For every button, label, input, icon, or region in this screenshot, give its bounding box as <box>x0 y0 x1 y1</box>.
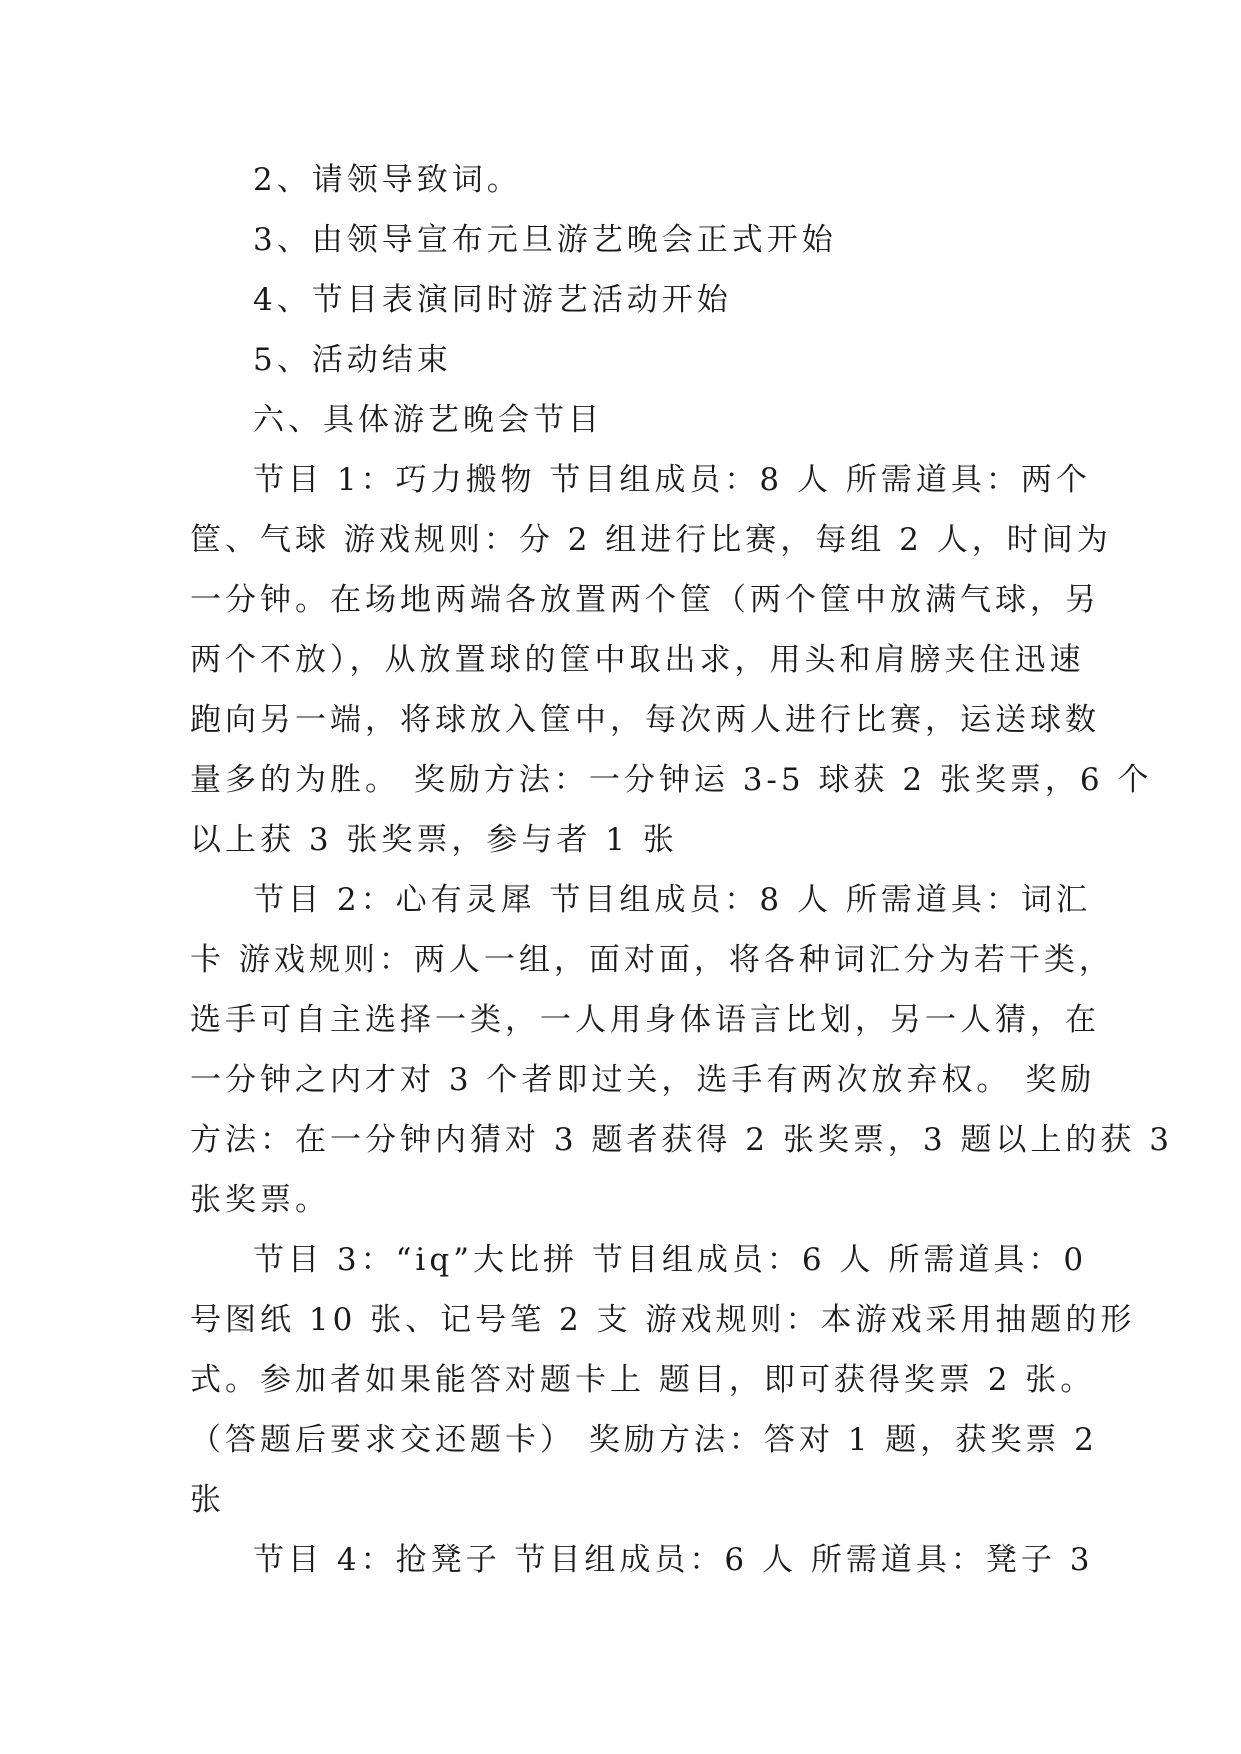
step-list <box>190 150 1052 450</box>
program-2-paragraph <box>190 870 1174 1230</box>
paragraph-line: 一分钟之内才对 3 个者即过关，选手有两次放弃权。 奖励 <box>190 1062 1096 1098</box>
paragraph-line: 一分钟。在场地两端各放置两个筐（两个筐中放满气球，另 <box>190 582 1100 618</box>
program-1-paragraph <box>190 450 1153 870</box>
paragraph-line: 式。参加者如果能答对题卡上 题目，即可获得奖票 2 张。 <box>190 1362 1096 1398</box>
paragraph-line: 两个不放），从放置球的筐中取出求，用头和肩膀夹住迅速 <box>190 642 1085 678</box>
paragraph-line: 方法：在一分钟内猜对 3 题者获得 2 张奖票，3 题以上的获 3 <box>190 1122 1174 1158</box>
paragraph-line: 节目 4：抢凳子 节目组成员：6 人 所需道具：凳子 3 <box>253 1542 1094 1578</box>
paragraph-line: 张 <box>190 1482 225 1518</box>
step-item: 2、请领导致词。 <box>253 162 522 198</box>
paragraph-line: 跑向另一端，将球放入筐中，每次两人进行比赛，运送球数 <box>190 702 1100 738</box>
program-3-paragraph <box>190 1230 1136 1530</box>
paragraph-line: 以上获 3 张奖票，参与者 1 张 <box>190 822 678 858</box>
step-item: 4、节目表演同时游艺活动开始 <box>253 282 732 318</box>
paragraph-line: 选手可自主选择一类，一人用身体语言比划，另一人猜，在 <box>190 1002 1100 1038</box>
paragraph-line: 节目 3：“iq”大比拼 节目组成员：6 人 所需道具：0 <box>253 1242 1088 1278</box>
section-heading: 六、具体游艺晚会节目 <box>253 402 603 438</box>
step-item: 5、活动结束 <box>253 342 452 378</box>
step-item: 3、由领导宣布元旦游艺晚会正式开始 <box>253 222 837 258</box>
paragraph-line: 节目 1：巧力搬物 节目组成员：8 人 所需道具：两个 <box>253 462 1091 498</box>
paragraph-line: 张奖票。 <box>190 1182 330 1218</box>
program-4-paragraph <box>190 1530 1094 1590</box>
paragraph-line: 筐、气球 游戏规则：分 2 组进行比赛，每组 2 人，时间为 <box>190 522 1112 558</box>
paragraph-line: （答题后要求交还题卡） 奖励方法：答对 1 题，获奖票 2 <box>190 1422 1098 1458</box>
paragraph-line: 量多的为胜。 奖励方法：一分钟运 3-5 球获 2 张奖票，6 个 <box>190 762 1153 798</box>
paragraph-line: 号图纸 10 张、记号笔 2 支 游戏规则：本游戏采用抽题的形 <box>190 1302 1136 1338</box>
paragraph-line: 卡 游戏规则：两人一组，面对面，将各种词汇分为若干类， <box>190 942 1114 978</box>
paragraph-line: 节目 2：心有灵犀 节目组成员：8 人 所需道具：词汇 <box>253 882 1091 918</box>
document-page <box>190 150 1174 1590</box>
